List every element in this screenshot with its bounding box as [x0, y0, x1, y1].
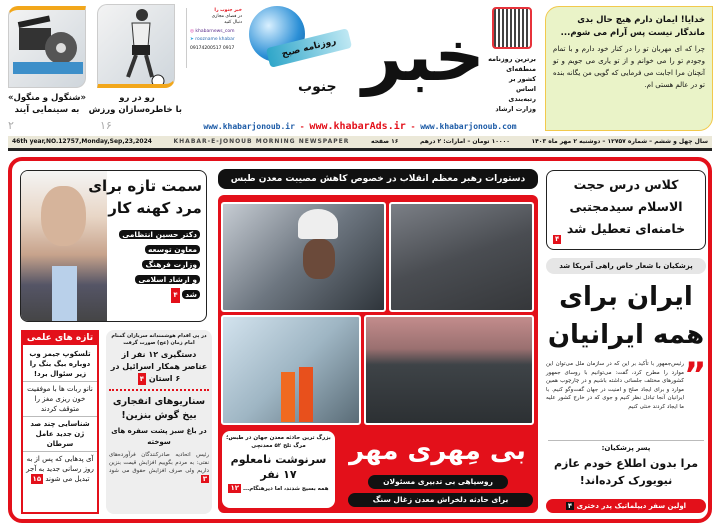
science-item[interactable]: نانو ربات ها با موفقیت خون ریزی مغز را متوقف کردند — [23, 382, 97, 417]
teaser-football-image[interactable] — [97, 4, 175, 88]
profile-headline: مرد کهنه کار — [108, 199, 202, 217]
page-badge: ۴ — [139, 375, 145, 383]
football-player-icon — [98, 5, 175, 88]
teaser-football-caption[interactable] — [88, 92, 182, 116]
science-box — [21, 330, 99, 514]
right-main-headline[interactable] — [546, 278, 706, 354]
film-reel-icon — [9, 10, 86, 88]
news-subhead: در باغ سبز پشت سفره های سوخته — [111, 427, 207, 446]
caption-line: «شنگول و منگول» — [7, 93, 87, 103]
social-text: دنبال کنید — [224, 20, 242, 25]
logo-sub: جنوب — [298, 79, 337, 95]
date-strip — [8, 136, 712, 148]
center-red-box — [218, 195, 538, 513]
news-headline[interactable]: دستگیری ۱۲ نفر از عناصر همکار اسرائیل در ۶ استان ۴ — [110, 350, 208, 383]
social-text: خبر جنوب را — [214, 8, 242, 13]
separator: - — [299, 122, 305, 131]
quote-mark-icon: ” — [684, 355, 707, 395]
english-date: 46th year,NO.12757,Monday,Sep,23,2024 — [12, 138, 152, 145]
instagram-icon: ◎ — [190, 29, 194, 34]
dotted-divider — [109, 389, 209, 391]
center-top-bar[interactable]: دستورات رهبر معظم انقلاب در خصوص کاهش مصیبت معدن طبس — [218, 169, 538, 189]
profile-tag: و ارشاد اسلامی — [135, 275, 200, 284]
persian-date: سال چهل و ششم – شماره ۱۲۷۵۷ – دوشنبه ۲ مهر ماه ۱۴۰۳ — [531, 138, 708, 145]
right-kicker: پزشکیان با شعار خاص راهی آمریکا شد — [546, 258, 706, 274]
profile-tag: شد — [182, 290, 200, 299]
science-title: تازه های علمی — [22, 331, 98, 345]
teaser-film-caption[interactable] — [2, 92, 92, 116]
photo-miner-portrait[interactable] — [221, 202, 386, 312]
side-kicker: بزرگ ترین حادثه معدن جهان در طبس؛ مرگ تلخ ۵۲ معدنچی — [226, 435, 331, 449]
social-text: در فضای مجازی — [211, 14, 242, 19]
page-number: ۲ — [8, 119, 14, 132]
photo-rescue-workers[interactable] — [221, 315, 361, 425]
english-name: KHABAR-E-JONOUB MORNING NEWSPAPER — [173, 138, 350, 145]
headline-line: ایران برای — [559, 282, 693, 312]
caption-line: رو در رو — [119, 93, 155, 103]
price: ۱۰۰۰۰ تومان – امارات: ۲ درهم — [420, 138, 510, 145]
news-body: رئیس اتحادیه صادرکنندگان فرآورده‌های نفتی: به مردم بگوییم افزایش قیمت بنزین داریم ولی صرف افزایش حقوق می شود ۳ — [109, 452, 209, 483]
page-number: ۱۶ — [100, 119, 112, 132]
photo-crowd-cart[interactable] — [364, 315, 534, 425]
profile-tag: وزارت فرهنگ — [142, 260, 200, 269]
science-item[interactable]: شناسایی چند صد ژن جدید عامل سرطان — [23, 417, 97, 452]
side-foot: همه بسیج شدند، اما دیرهنگام... ۱۲ — [230, 484, 329, 492]
telegram-link[interactable]: ➤ roozname khabar — [190, 37, 235, 42]
instagram-link[interactable]: ◎ khabarnews_com — [190, 29, 235, 34]
teaser-film-image[interactable] — [8, 6, 86, 88]
divider — [548, 440, 704, 441]
right-boxed-story[interactable] — [546, 170, 706, 250]
page-badge: ۱۲ — [230, 484, 240, 492]
page-badge: ۴ — [567, 502, 573, 510]
page-badge: ۴ — [171, 288, 179, 303]
science-item[interactable]: تلسکوپ جیمز وب دوباره بیگ بنگ را زیر سئوال برد! — [23, 347, 97, 382]
side-story[interactable] — [222, 431, 335, 508]
boxed-headline: کلاس درس حجت الاسلام سیدمجتبی خامنه‌ای تعطیل شد — [566, 177, 686, 236]
right-quote-text: رئیس‌جمهور با تأکید بر این که در سازمان ملل می‌توان این موارد را مطرح کرد، گفت: می‌توانیم با روسای جمهور کشورهای مختلف جلساتی داشته باشیم و در چارچوب همین موارد و برای ایجاد صلح و امنیت در جهان گفت‌وگو کنیم. با ایرانیان آنجا تبادل نظر کنیم و جوی که در خارج کشور علیه ما ایجاد کردند خنثی کنیم — [546, 361, 684, 410]
separator: - — [410, 122, 416, 131]
news-kicker: در پی اقدام هوشمندانه سربازان گمنام امام زمان (عج) صورت گرفت — [111, 333, 207, 346]
phone-number: 09174200517 0917 — [190, 46, 235, 51]
profile-story[interactable] — [20, 170, 207, 322]
center-big-title[interactable]: بی مِهری مهر — [349, 436, 526, 466]
masthead-logo[interactable] — [245, 2, 490, 118]
science-item[interactable]: آی پدهایی که پس از به روز رسانی جدید به آجر تبدیل می شوند ۱۵ — [26, 455, 94, 483]
divider — [8, 148, 712, 151]
url-link[interactable]: www.khabarjonoub.com — [420, 122, 517, 131]
quote-title: خدایا! ایمان دارم هیچ حال بدی ماندگار نیست پس آرام می شوم... — [560, 15, 705, 38]
page-badge: ۴ — [555, 235, 560, 243]
side-headline: سرنوشت نامعلوم ۱۷ نفر — [230, 453, 327, 481]
center-sub-pill: برای حادثه دلخراش معدن زغال سنگ — [348, 493, 533, 507]
middle-news — [106, 330, 212, 514]
social-box — [186, 8, 242, 68]
quote-box — [545, 6, 713, 131]
page-badge: ۳ — [202, 475, 207, 483]
center-sub-pill: روسیاهی بی تدبیری مسئولان — [368, 475, 508, 489]
logo-text: خبر — [362, 15, 485, 97]
url-link[interactable]: www.khabarAds.ir — [309, 121, 406, 132]
headline-line: همه ایرانیان — [547, 320, 705, 350]
qr-code[interactable] — [492, 7, 532, 49]
news-headline[interactable]: سناریوهای انفجاری بیخ گوش بنزین! — [112, 396, 206, 421]
profile-tag: دکتر حسین انتظامی — [119, 230, 200, 239]
url-line — [180, 121, 540, 133]
quote-body: چرا که ای مهربان تو را در کنار خود دارم و با تمام وجودم تو را می خوانم و از تو یاری می جویم و تو آنچنان مرا اجابت می فرمایی که گویی من یگانه بنده تو در عالم هستی ام. — [553, 45, 705, 89]
right-red-pill[interactable]: اولین سفر دیپلماتیک پدر دختری ۴ — [546, 499, 706, 513]
caption-line: با خاطره‌سازان ورزش — [88, 105, 182, 115]
caption-line: به سینمایی آیند — [14, 105, 80, 115]
profile-headline: سمت تازه برای — [88, 177, 202, 195]
tagline-ribbon: روزنامه صبح — [266, 28, 352, 68]
profile-tag: معاون توسعه — [145, 245, 200, 254]
page-badge: ۱۵ — [32, 475, 42, 483]
right-headline2[interactable]: مرا بدون اطلاع خودم عازم نیویورک کرده‌اند! — [553, 457, 699, 487]
right-kicker2: پسر پزشکیان: — [601, 444, 651, 452]
qr-label: برترین روزنامه منطقه‌ای کشور بر اساس رتبه‌بندی وزارت ارشاد — [488, 55, 536, 113]
url-link[interactable]: www.khabarjonoub.ir — [203, 122, 295, 131]
page-count: ۱۶ صفحه — [370, 138, 399, 145]
telegram-icon: ➤ — [190, 37, 194, 42]
photo-miners-tunnel[interactable] — [389, 202, 534, 312]
